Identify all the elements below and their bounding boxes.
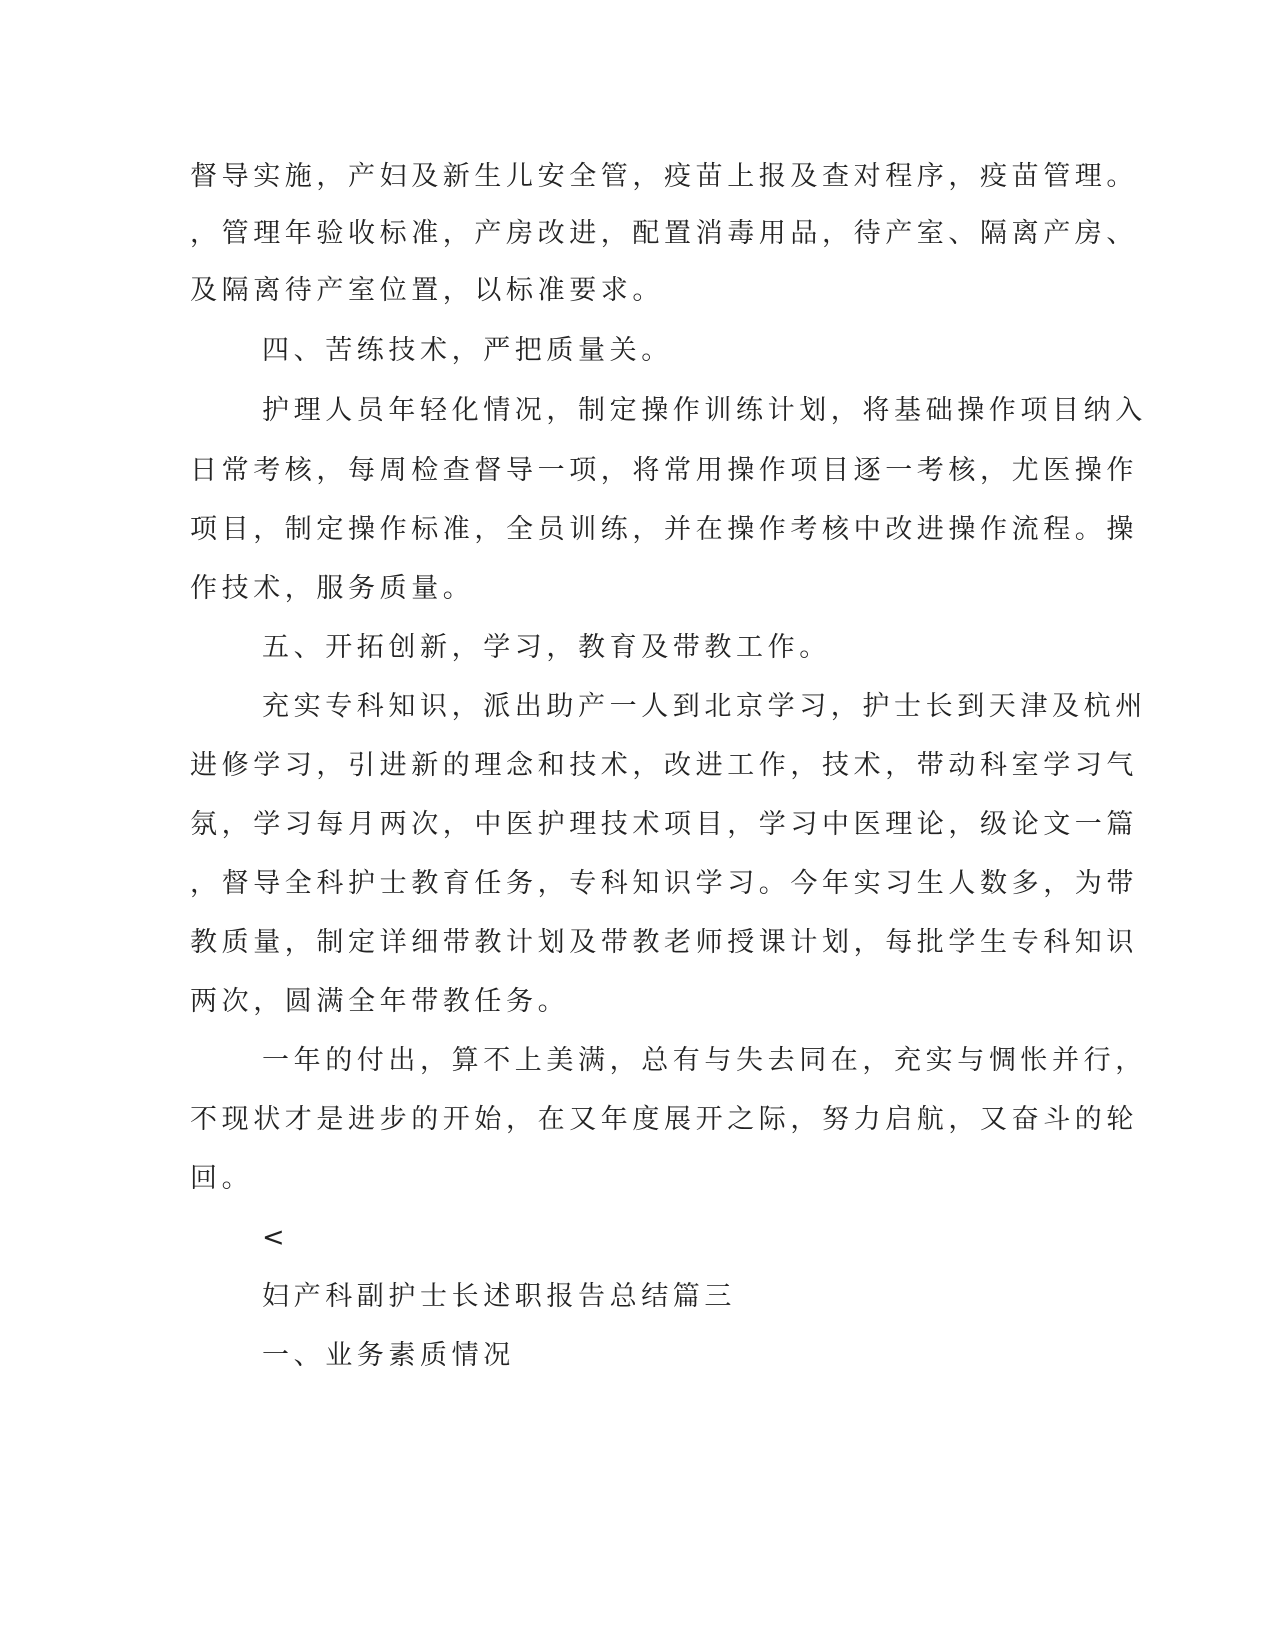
text-line: 不现状才是进步的开始，在又年度展开之际，努力启航，又奋斗的轮 [190, 1104, 1138, 1135]
text-line: 护理人员年轻化情况，制定操作训练计划，将基础操作项目纳入 [262, 395, 1147, 426]
text-line: 日常考核，每周检查督导一项，将常用操作项目逐一考核，尤医操作 [190, 455, 1138, 486]
text-line: 回。 [190, 1163, 254, 1194]
text-line: 充实专科知识，派出助产一人到北京学习，护士长到天津及杭州 [262, 691, 1147, 722]
section-heading: 四、苦练技术，严把质量关。 [262, 335, 673, 366]
text-line: ，督导全科护士教育任务，专科知识学习。今年实习生人数多，为带 [190, 868, 1138, 899]
text-line: 进修学习，引进新的理念和技术，改进工作，技术，带动科室学习气 [190, 750, 1138, 781]
text-line: 一年的付出，算不上美满，总有与失去同在，充实与惆怅并行， [262, 1045, 1147, 1076]
text-line: 督导实施，产妇及新生儿安全管，疫苗上报及查对程序，疫苗管理。 [190, 161, 1138, 192]
text-line: 氛，学习每月两次，中医护理技术项目，学习中医理论，级论文一篇 [190, 809, 1138, 840]
section-heading: 五、开拓创新，学习，教育及带教工作。 [262, 632, 831, 663]
text-line: < [262, 1222, 290, 1253]
text-line: ，管理年验收标准，产房改进，配置消毒用品，待产室、隔离产房、 [190, 218, 1138, 249]
section-heading: 一、业务素质情况 [262, 1340, 515, 1371]
text-line: 作技术，服务质量。 [190, 573, 475, 604]
text-line: 项目，制定操作标准，全员训练，并在操作考核中改进操作流程。操 [190, 514, 1138, 545]
document-title: 妇产科副护士长述职报告总结篇三 [262, 1281, 736, 1312]
text-line: 教质量，制定详细带教计划及带教老师授课计划，每批学生专科知识 [190, 927, 1138, 958]
text-line: 及隔离待产室位置，以标准要求。 [190, 275, 664, 306]
text-line: 两次，圆满全年带教任务。 [190, 986, 570, 1017]
